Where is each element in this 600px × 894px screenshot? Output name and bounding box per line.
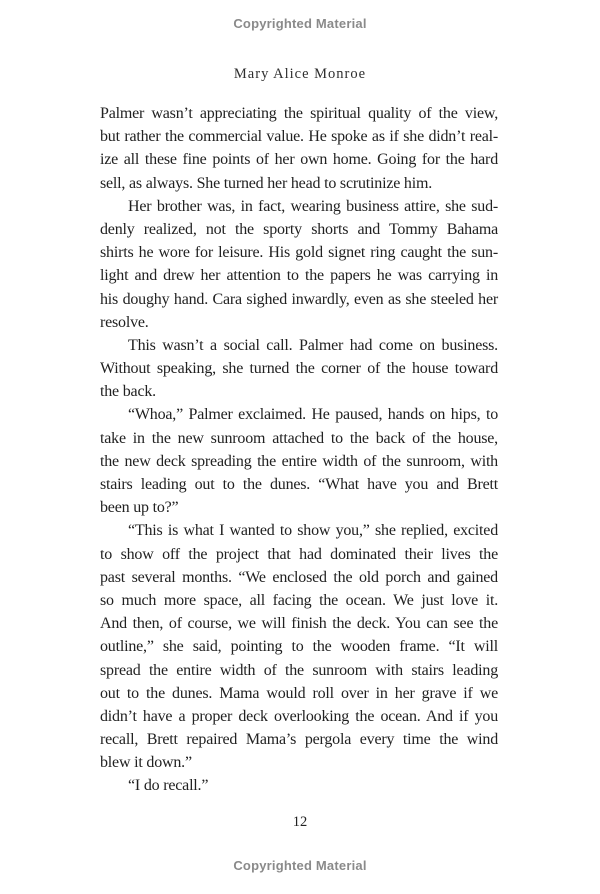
body-text xyxy=(100,102,498,798)
text-line: spread the entire width of the sunroom with stairs leading xyxy=(100,661,498,679)
text-line: recall, Brett repaired Mama’s pergola every time the wind xyxy=(100,731,498,749)
text-line: “This is what I wanted to show you,” she replied, excited xyxy=(128,522,498,540)
text-line: Palmer wasn’t appreciating the spiritual quality of the view, xyxy=(100,105,498,122)
text-line: been up to?” xyxy=(100,499,179,517)
text-line: but rather the commercial value. He spoke as if she didn’t real- xyxy=(100,128,498,146)
text-line: out to the dunes. Mama would roll over in her grave if we xyxy=(100,684,498,702)
text-line: the back. xyxy=(100,383,156,401)
text-line: shirts he wore for leisure. His gold signet ring caught the sun- xyxy=(100,244,498,262)
text-line: Her brother was, in fact, wearing business attire, she sud- xyxy=(128,197,498,215)
text-line: sell, as always. She turned her head to scrutinize him. xyxy=(100,174,433,192)
text-line: blew it down.” xyxy=(100,754,192,772)
text-line: stairs leading out to the dunes. “What have you and Brett xyxy=(100,476,498,493)
page-number: 12 xyxy=(292,814,308,830)
paragraph xyxy=(100,102,498,195)
running-header-author: Mary Alice Monroe xyxy=(233,66,367,82)
text-line: outline,” she said, pointing to the wooden frame. “It will xyxy=(100,638,498,656)
text-line: resolve. xyxy=(100,313,149,331)
text-line: the new deck spreading the entire width of the sunroom, with xyxy=(100,452,498,470)
text-line: his doughy hand. Cara sighed inwardly, even as she steeled her xyxy=(100,290,498,308)
paragraph xyxy=(100,519,498,774)
text-line: to show off the project that had dominated their lives the xyxy=(100,545,498,563)
text-line: And then, of course, we will finish the deck. You can see the xyxy=(100,615,498,633)
text-line: light and drew her attention to the papers he was carrying in xyxy=(100,267,498,285)
text-line: denly realized, not the sporty shorts and Tommy Bahama xyxy=(100,220,498,238)
text-line: didn’t have a proper deck overlooking the ocean. And if you xyxy=(100,707,498,725)
paragraph xyxy=(100,334,498,404)
text-line: ize all these fine points of her own home. Going for the hard xyxy=(100,151,498,169)
paragraph xyxy=(100,403,498,519)
text-line: so much more space, all facing the ocean. We just love it. xyxy=(100,591,498,609)
text-line: “Whoa,” Palmer exclaimed. He paused, hands on hips, to xyxy=(128,406,498,424)
copyright-notice-bottom: Copyrighted Material xyxy=(233,858,367,873)
text-line: Without speaking, she turned the corner of the house toward xyxy=(100,360,498,378)
text-line: past several months. “We enclosed the old porch and gained xyxy=(100,568,498,586)
paragraph xyxy=(100,195,498,334)
text-line: “I do recall.” xyxy=(128,777,209,795)
text-line: take in the new sunroom attached to the back of the house, xyxy=(100,429,498,447)
text-line: This wasn’t a social call. Palmer had come on business. xyxy=(128,336,498,354)
copyright-notice-top: Copyrighted Material xyxy=(233,16,367,31)
paragraph xyxy=(100,774,498,797)
